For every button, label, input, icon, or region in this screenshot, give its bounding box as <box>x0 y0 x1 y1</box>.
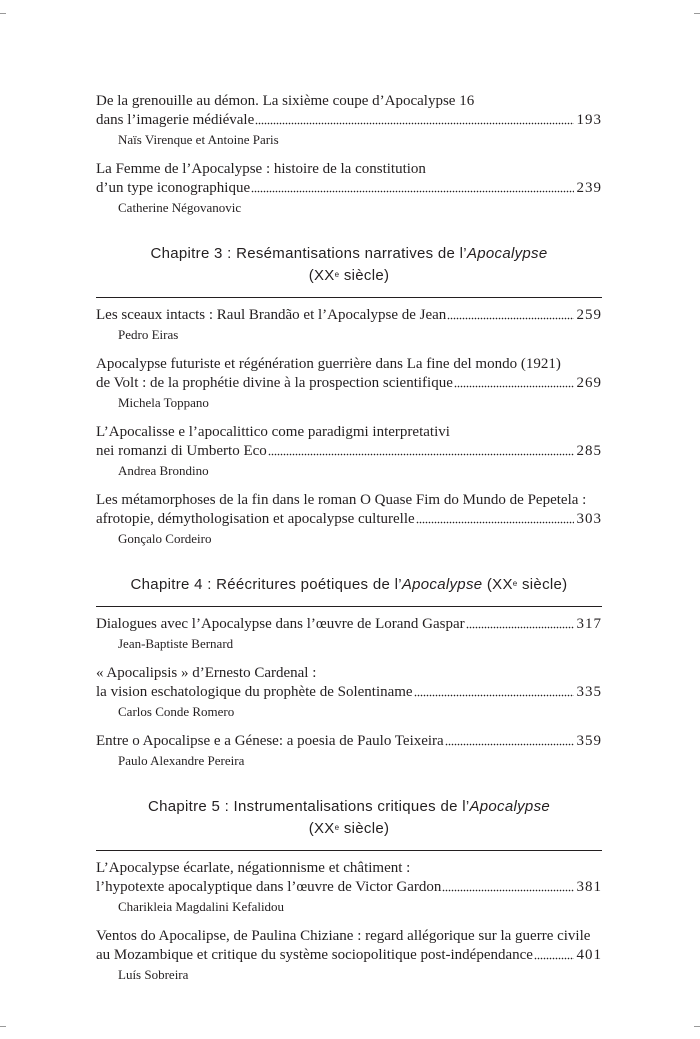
entry-title-line <box>96 111 602 130</box>
page-number: 401 <box>576 947 602 963</box>
toc-entry[interactable] <box>96 423 602 480</box>
entry-author: Paulo Alexandre Pereira <box>118 753 245 768</box>
toc-entry[interactable] <box>96 615 602 653</box>
page-number: 335 <box>576 684 602 700</box>
entry-title-line <box>96 179 602 198</box>
chapter-title-italic: Apocalypse <box>401 576 483 593</box>
dot-leader <box>416 521 574 525</box>
chapter-heading <box>96 574 602 596</box>
entry-title-line: Les métamorphoses de la fin dans le roman O Quase Fim do Mundo de Pepetela : <box>96 492 587 508</box>
table-of-contents <box>96 92 602 995</box>
entry-title-line <box>96 374 602 393</box>
dot-leader <box>442 889 573 893</box>
divider <box>96 606 602 607</box>
entry-title-line <box>96 442 602 461</box>
chapter-title-text: Chapitre 4 : Réécritures poétiques de l’ <box>130 576 402 593</box>
dot-leader <box>447 317 573 321</box>
dot-leader <box>414 694 574 698</box>
chapter-title-century-end: siècle) <box>339 820 390 837</box>
dot-leader <box>255 122 573 126</box>
entry-title-text: Les sceaux intacts : Raul Brandão et l’Apocalypse de Jean <box>96 307 447 323</box>
chapter-title-italic: Apocalypse <box>466 245 548 262</box>
chapter-title-century: (XX <box>482 576 513 593</box>
entry-author: Pedro Eiras <box>118 327 179 342</box>
dot-leader <box>268 453 574 457</box>
chapter-title-century: (XX <box>308 820 335 837</box>
crop-mark <box>694 13 700 14</box>
chapter-title-century: (XX <box>308 267 335 284</box>
toc-entry[interactable] <box>96 355 602 412</box>
entry-title-line <box>96 683 602 702</box>
dot-leader <box>445 743 574 747</box>
dot-leader <box>466 626 574 630</box>
divider <box>96 297 602 298</box>
toc-entry[interactable] <box>96 859 602 916</box>
page-number: 239 <box>576 180 602 196</box>
entry-author: Carlos Conde Romero <box>118 704 235 719</box>
page-number: 193 <box>576 112 602 128</box>
chapter-title-text: Chapitre 3 : Resémantisations narratives de l’ <box>150 245 467 262</box>
superscript: e <box>334 270 340 279</box>
chapter-title-text: Chapitre 5 : Instrumentalisations critiques de l’ <box>147 798 470 815</box>
entry-title-line: L’Apocalypse écarlate, négationnisme et châtiment : <box>96 860 411 876</box>
entry-author: Jean-Baptiste Bernard <box>118 636 234 651</box>
page-number: 381 <box>576 879 602 895</box>
toc-entry[interactable] <box>96 927 602 984</box>
chapter-title-century-end: siècle) <box>517 576 568 593</box>
entry-title-line <box>96 878 602 897</box>
entry-author: Andrea Brondino <box>118 463 209 478</box>
toc-entry[interactable] <box>96 491 602 548</box>
entry-title-line: Ventos do Apocalipse, de Paulina Chiziane : regard allégorique sur la guerre civile <box>96 928 591 944</box>
chapter-title-italic: Apocalypse <box>469 798 551 815</box>
entry-title-text: afrotopie, démythologisation et apocalypse culturelle <box>96 511 415 527</box>
chapter-entries <box>96 306 602 548</box>
entry-title-line <box>96 732 602 751</box>
entry-author: Naïs Virenque et Antoine Paris <box>118 132 279 147</box>
page-number: 303 <box>576 511 602 527</box>
page-number: 259 <box>576 307 602 323</box>
entry-author: Catherine Négovanovic <box>118 200 242 215</box>
toc-entry[interactable] <box>96 664 602 721</box>
dot-leader <box>454 385 574 389</box>
entry-title-text: Entre o Apocalipse e a Génese: a poesia de Paulo Teixeira <box>96 733 444 749</box>
entry-title-line: « Apocalipsis » d’Ernesto Cardenal : <box>96 665 317 681</box>
toc-entry[interactable] <box>96 92 602 149</box>
page-number: 285 <box>576 443 602 459</box>
entry-title-text: dans l’imagerie médiévale <box>96 112 255 128</box>
entry-title-line <box>96 615 602 634</box>
entry-title-line <box>96 306 602 325</box>
chapter-heading <box>96 796 602 840</box>
entry-title-text: Dialogues avec l’Apocalypse dans l’œuvre de Lorand Gaspar <box>96 616 465 632</box>
toc-entry[interactable] <box>96 732 602 770</box>
entry-author: Charikleia Magdalini Kefalidou <box>118 899 285 914</box>
crop-mark <box>694 1026 700 1027</box>
chapter-entries <box>96 615 602 770</box>
entry-title-line: Apocalypse futuriste et régénération guerrière dans La fine del mondo (1921) <box>96 356 561 372</box>
entry-title-line: La Femme de l’Apocalypse : histoire de la constitution <box>96 161 426 177</box>
chapter-heading <box>96 243 602 287</box>
entry-title-line <box>96 510 602 529</box>
entry-title-text: au Mozambique et critique du système sociopolitique post-indépendance <box>96 947 533 963</box>
superscript: e <box>512 579 518 588</box>
toc-entry[interactable] <box>96 306 602 344</box>
crop-mark <box>0 13 6 14</box>
entry-title-text: nei romanzi di Umberto Eco <box>96 443 267 459</box>
entry-title-line: De la grenouille au démon. La sixième coupe d’Apocalypse 16 <box>96 93 475 109</box>
crop-mark <box>0 1026 6 1027</box>
entry-title-line: L’Apocalisse e l’apocalittico come paradigmi interpretativi <box>96 424 450 440</box>
page-number: 359 <box>576 733 602 749</box>
entry-title-line <box>96 946 602 965</box>
entry-title-text: de Volt : de la prophétie divine à la prospection scientifique <box>96 375 453 391</box>
page-number: 317 <box>576 616 602 632</box>
dot-leader <box>534 957 574 961</box>
dot-leader <box>251 190 573 194</box>
entry-author: Michela Toppano <box>118 395 209 410</box>
entry-title-text: d’un type iconographique <box>96 180 251 196</box>
chapter-entries <box>96 859 602 984</box>
page-number: 269 <box>576 375 602 391</box>
divider <box>96 850 602 851</box>
entry-author: Luís Sobreira <box>118 967 189 982</box>
chapter-title-century-end: siècle) <box>339 267 390 284</box>
entry-title-text: la vision eschatologique du prophète de Solentiname <box>96 684 413 700</box>
entry-author: Gonçalo Cordeiro <box>118 531 212 546</box>
toc-entry[interactable] <box>96 160 602 217</box>
entry-title-text: l’hypotexte apocalyptique dans l’œuvre de Victor Gardon <box>96 879 442 895</box>
superscript: e <box>334 823 340 832</box>
